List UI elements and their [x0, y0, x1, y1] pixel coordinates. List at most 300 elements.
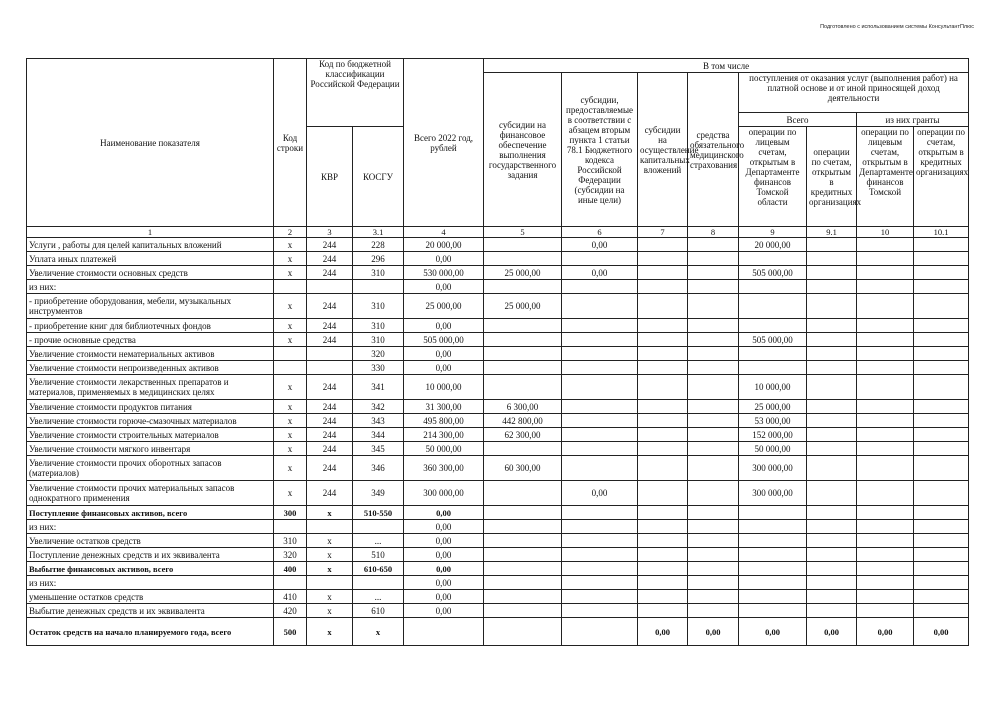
- row-ops-dept-grant: [857, 534, 914, 548]
- row-ops-dept: 10 000,00: [739, 375, 807, 400]
- row-subsidy-state: 6 300,00: [484, 400, 562, 414]
- row-subsidy-article: [562, 319, 638, 333]
- row-subsidy-state: [484, 562, 562, 576]
- row-ops-dept: [739, 280, 807, 294]
- row-subsidy-capital: [638, 252, 688, 266]
- row-ops-dept-grant: [857, 266, 914, 280]
- row-ops-credit-grant: [914, 347, 969, 361]
- row-subsidy-article: [562, 576, 638, 590]
- row-subsidy-article: [562, 442, 638, 456]
- column-number: 9.1: [807, 227, 857, 238]
- row-kosgu: [353, 576, 404, 590]
- row-subsidy-state: [484, 238, 562, 252]
- row-ops-credit: [807, 280, 857, 294]
- row-kvr: 244: [307, 428, 353, 442]
- row-subsidy-article: [562, 456, 638, 481]
- row-ops-credit: [807, 238, 857, 252]
- row-subsidy-article: [562, 590, 638, 604]
- row-ops-dept-grant: [857, 442, 914, 456]
- row-total: 25 000,00: [404, 294, 484, 319]
- row-code: 420: [274, 604, 307, 618]
- row-medical: [688, 506, 739, 520]
- row-subsidy-state: 62 300,00: [484, 428, 562, 442]
- row-kvr: x: [307, 562, 353, 576]
- row-subsidy-state: [484, 361, 562, 375]
- column-numbers-row: [27, 227, 969, 238]
- row-ops-dept: 0,00: [739, 618, 807, 646]
- row-ops-dept: [739, 604, 807, 618]
- row-name: Поступление денежных средств и их эквивалента: [27, 548, 274, 562]
- row-subsidy-state: 60 300,00: [484, 456, 562, 481]
- row-ops-credit-grant: [914, 442, 969, 456]
- row-ops-dept: 505 000,00: [739, 266, 807, 280]
- row-subsidy-capital: [638, 520, 688, 534]
- row-kosgu: 228: [353, 238, 404, 252]
- row-subsidy-article: [562, 347, 638, 361]
- column-number: 4: [404, 227, 484, 238]
- row-name: из них:: [27, 576, 274, 590]
- row-name: Увеличение стоимости непроизведенных активов: [27, 361, 274, 375]
- row-kvr: 244: [307, 400, 353, 414]
- table-row: [27, 548, 969, 562]
- row-subsidy-state: [484, 506, 562, 520]
- header-name: Наименование показателя: [27, 59, 274, 227]
- row-medical: [688, 428, 739, 442]
- header-subsidy-capital: субсидии на осуществление капитальных вложений: [638, 73, 688, 227]
- table-row: [27, 347, 969, 361]
- row-kosgu: 344: [353, 428, 404, 442]
- row-name: Поступление финансовых активов, всего: [27, 506, 274, 520]
- row-kvr: x: [307, 604, 353, 618]
- row-total: 0,00: [404, 604, 484, 618]
- row-ops-dept: [739, 576, 807, 590]
- row-kosgu: 296: [353, 252, 404, 266]
- row-name: Увеличение стоимости прочих оборотных запасов (материалов): [27, 456, 274, 481]
- row-ops-credit-grant: [914, 456, 969, 481]
- row-kvr: 244: [307, 414, 353, 428]
- row-subsidy-capital: [638, 280, 688, 294]
- row-ops-credit: [807, 534, 857, 548]
- row-ops-dept-grant: [857, 319, 914, 333]
- row-medical: [688, 347, 739, 361]
- row-total: 20 000,00: [404, 238, 484, 252]
- row-ops-credit-grant: [914, 520, 969, 534]
- row-medical: [688, 280, 739, 294]
- row-kvr: [307, 361, 353, 375]
- table-row: [27, 506, 969, 520]
- column-number: 6: [562, 227, 638, 238]
- row-kosgu: 310: [353, 319, 404, 333]
- row-subsidy-capital: [638, 347, 688, 361]
- row-ops-credit: [807, 347, 857, 361]
- column-number: 2: [274, 227, 307, 238]
- column-number: 7: [638, 227, 688, 238]
- row-name: Увеличение стоимости основных средств: [27, 266, 274, 280]
- row-ops-dept-grant: [857, 520, 914, 534]
- table-row: [27, 414, 969, 428]
- row-kosgu: 341: [353, 375, 404, 400]
- row-name: Услуги , работы для целей капитальных вложений: [27, 238, 274, 252]
- row-code: 310: [274, 534, 307, 548]
- row-code: x: [274, 319, 307, 333]
- row-medical: [688, 400, 739, 414]
- row-ops-dept-grant: [857, 400, 914, 414]
- table-row: [27, 534, 969, 548]
- row-ops-credit: [807, 604, 857, 618]
- row-subsidy-article: 0,00: [562, 481, 638, 506]
- row-total: 0,00: [404, 534, 484, 548]
- table-row: [27, 576, 969, 590]
- row-subsidy-state: [484, 319, 562, 333]
- row-code: 410: [274, 590, 307, 604]
- table-row: [27, 428, 969, 442]
- row-ops-dept-grant: [857, 252, 914, 266]
- row-kosgu: 310: [353, 266, 404, 280]
- row-subsidy-state: [484, 347, 562, 361]
- row-code: x: [274, 481, 307, 506]
- row-subsidy-state: [484, 590, 562, 604]
- row-subsidy-article: [562, 414, 638, 428]
- row-medical: [688, 266, 739, 280]
- row-ops-dept: [739, 294, 807, 319]
- row-ops-credit-grant: [914, 280, 969, 294]
- row-ops-dept-grant: [857, 428, 914, 442]
- column-number: 10.1: [914, 227, 969, 238]
- row-subsidy-state: 442 800,00: [484, 414, 562, 428]
- row-total: 505 000,00: [404, 333, 484, 347]
- row-subsidy-article: [562, 506, 638, 520]
- row-ops-credit: 0,00: [807, 618, 857, 646]
- row-code: x: [274, 375, 307, 400]
- row-code: x: [274, 252, 307, 266]
- header-subsidy-article: субсидии, предоставляемые в соответствии с абзацем вторым пункта 1 статьи 78.1 Бюджетного кодекса Российской Федерации (субсидии на иные цели): [562, 73, 638, 227]
- row-kosgu: ...: [353, 590, 404, 604]
- row-kvr: x: [307, 534, 353, 548]
- row-medical: [688, 414, 739, 428]
- column-number: 8: [688, 227, 739, 238]
- row-total: 0,00: [404, 361, 484, 375]
- row-code: x: [274, 428, 307, 442]
- row-ops-dept: 50 000,00: [739, 442, 807, 456]
- row-subsidy-state: [484, 252, 562, 266]
- header-ops-credit-grant: операции по счетам, открытым в кредитных организациях: [914, 127, 969, 227]
- header-ops-credit: операции по счетам, открытым в кредитных организациях: [807, 127, 857, 227]
- row-name: - приобретение оборудования, мебели, музыкальных инструментов: [27, 294, 274, 319]
- column-number: 3: [307, 227, 353, 238]
- row-ops-credit-grant: [914, 428, 969, 442]
- row-ops-credit: [807, 319, 857, 333]
- row-ops-credit: [807, 576, 857, 590]
- row-kvr: 244: [307, 319, 353, 333]
- row-medical: [688, 534, 739, 548]
- row-code: x: [274, 456, 307, 481]
- row-name: Остаток средств на начало планируемого года, всего: [27, 618, 274, 646]
- row-code: [274, 347, 307, 361]
- table-row: [27, 319, 969, 333]
- row-kosgu: x: [353, 618, 404, 646]
- row-total: 0,00: [404, 590, 484, 604]
- row-medical: [688, 252, 739, 266]
- row-ops-dept: [739, 534, 807, 548]
- row-total: 0,00: [404, 319, 484, 333]
- row-code: x: [274, 414, 307, 428]
- table-row: [27, 604, 969, 618]
- row-ops-dept: [739, 562, 807, 576]
- table-row: [27, 562, 969, 576]
- table-row: [27, 361, 969, 375]
- row-subsidy-capital: [638, 506, 688, 520]
- header-ops-dept-grant: операции по лицевым счетам, открытым в Департаменте финансов Томской: [857, 127, 914, 227]
- row-subsidy-article: [562, 604, 638, 618]
- row-total: 495 800,00: [404, 414, 484, 428]
- header-grants: из них гранты: [857, 113, 969, 127]
- row-name: Увеличение стоимости мягкого инвентаря: [27, 442, 274, 456]
- row-ops-dept-grant: [857, 347, 914, 361]
- row-total: 0,00: [404, 548, 484, 562]
- row-ops-credit: [807, 252, 857, 266]
- row-subsidy-capital: [638, 266, 688, 280]
- row-subsidy-state: [484, 280, 562, 294]
- row-kosgu: 610-650: [353, 562, 404, 576]
- row-code: 400: [274, 562, 307, 576]
- row-ops-credit: [807, 428, 857, 442]
- header-medical: средства обязательного медицинского страхования: [688, 73, 739, 227]
- row-ops-credit-grant: [914, 294, 969, 319]
- row-total: 10 000,00: [404, 375, 484, 400]
- row-kvr: 244: [307, 294, 353, 319]
- row-ops-dept-grant: [857, 604, 914, 618]
- financial-plan-table: [26, 58, 969, 646]
- row-kosgu: 310: [353, 333, 404, 347]
- row-total: 360 300,00: [404, 456, 484, 481]
- row-ops-dept-grant: 0,00: [857, 618, 914, 646]
- row-ops-dept: 20 000,00: [739, 238, 807, 252]
- row-total: 0,00: [404, 562, 484, 576]
- row-code: 300: [274, 506, 307, 520]
- row-ops-credit-grant: [914, 481, 969, 506]
- row-name: уменьшение остатков средств: [27, 590, 274, 604]
- row-subsidy-state: [484, 534, 562, 548]
- table-row: [27, 266, 969, 280]
- row-medical: [688, 238, 739, 252]
- row-kvr: 244: [307, 481, 353, 506]
- column-number: 10: [857, 227, 914, 238]
- table-row: [27, 442, 969, 456]
- row-subsidy-article: [562, 562, 638, 576]
- table-row: [27, 238, 969, 252]
- row-total: [404, 618, 484, 646]
- row-subsidy-article: [562, 333, 638, 347]
- row-name: из них:: [27, 280, 274, 294]
- row-kosgu: 342: [353, 400, 404, 414]
- row-ops-dept-grant: [857, 361, 914, 375]
- row-subsidy-state: [484, 375, 562, 400]
- row-kvr: [307, 280, 353, 294]
- row-kosgu: 330: [353, 361, 404, 375]
- row-kvr: x: [307, 590, 353, 604]
- row-ops-credit-grant: [914, 252, 969, 266]
- row-ops-credit: [807, 375, 857, 400]
- row-subsidy-article: [562, 400, 638, 414]
- row-subsidy-capital: [638, 375, 688, 400]
- row-kosgu: [353, 520, 404, 534]
- row-total: 31 300,00: [404, 400, 484, 414]
- table-row: [27, 294, 969, 319]
- row-code: 500: [274, 618, 307, 646]
- row-ops-dept: 53 000,00: [739, 414, 807, 428]
- row-ops-credit-grant: [914, 319, 969, 333]
- row-kvr: [307, 576, 353, 590]
- row-kvr: 244: [307, 266, 353, 280]
- row-kosgu: ...: [353, 534, 404, 548]
- table-row: [27, 333, 969, 347]
- row-kvr: [307, 520, 353, 534]
- row-ops-dept-grant: [857, 576, 914, 590]
- row-subsidy-state: [484, 333, 562, 347]
- row-subsidy-capital: [638, 481, 688, 506]
- row-kvr: 244: [307, 456, 353, 481]
- row-ops-credit: [807, 562, 857, 576]
- row-ops-dept-grant: [857, 481, 914, 506]
- row-subsidy-capital: [638, 442, 688, 456]
- row-name: Увеличение стоимости нематериальных активов: [27, 347, 274, 361]
- table-row: [27, 618, 969, 646]
- row-ops-dept: [739, 590, 807, 604]
- row-ops-dept: [739, 347, 807, 361]
- row-subsidy-capital: [638, 333, 688, 347]
- row-name: Увеличение стоимости лекарственных препаратов и материалов, применяемых в медицинских целях: [27, 375, 274, 400]
- row-name: Увеличение стоимости прочих материальных запасов однократного применения: [27, 481, 274, 506]
- row-kvr: x: [307, 618, 353, 646]
- row-ops-dept: 300 000,00: [739, 456, 807, 481]
- row-subsidy-capital: [638, 238, 688, 252]
- table-row: [27, 481, 969, 506]
- row-name: Уплата иных платежей: [27, 252, 274, 266]
- consultant-note: Подготовлено с использованием системы КонсультантПлюс: [820, 24, 974, 30]
- row-total: 300 000,00: [404, 481, 484, 506]
- table-row: [27, 520, 969, 534]
- row-subsidy-capital: 0,00: [638, 618, 688, 646]
- row-subsidy-article: [562, 534, 638, 548]
- row-subsidy-capital: [638, 534, 688, 548]
- header-code: Код строки: [274, 59, 307, 227]
- row-code: [274, 280, 307, 294]
- header-including: В том числе: [484, 59, 969, 73]
- row-ops-credit: [807, 361, 857, 375]
- row-kosgu: 349: [353, 481, 404, 506]
- row-ops-credit: [807, 481, 857, 506]
- row-ops-credit: [807, 506, 857, 520]
- row-ops-credit-grant: [914, 361, 969, 375]
- row-code: x: [274, 442, 307, 456]
- row-total: 0,00: [404, 252, 484, 266]
- row-subsidy-capital: [638, 428, 688, 442]
- row-subsidy-state: [484, 520, 562, 534]
- row-subsidy-article: [562, 428, 638, 442]
- row-ops-credit-grant: [914, 266, 969, 280]
- row-ops-dept-grant: [857, 238, 914, 252]
- row-ops-dept-grant: [857, 548, 914, 562]
- row-ops-credit-grant: [914, 506, 969, 520]
- row-ops-credit-grant: [914, 238, 969, 252]
- row-ops-credit-grant: [914, 576, 969, 590]
- row-medical: [688, 576, 739, 590]
- row-subsidy-capital: [638, 414, 688, 428]
- row-code: x: [274, 266, 307, 280]
- row-kosgu: 320: [353, 347, 404, 361]
- row-subsidy-article: [562, 548, 638, 562]
- row-ops-credit-grant: [914, 604, 969, 618]
- row-subsidy-capital: [638, 590, 688, 604]
- row-kvr: 244: [307, 238, 353, 252]
- row-ops-dept-grant: [857, 280, 914, 294]
- header-ops-dept: операции по лицевым счетам, открытым в Департаменте финансов Томской области: [739, 127, 807, 227]
- row-name: - прочие основные средства: [27, 333, 274, 347]
- header-kvr: КВР: [307, 127, 353, 227]
- row-kvr: 244: [307, 333, 353, 347]
- row-kosgu: 510: [353, 548, 404, 562]
- row-subsidy-capital: [638, 562, 688, 576]
- row-subsidy-capital: [638, 294, 688, 319]
- row-ops-credit: [807, 548, 857, 562]
- row-ops-credit: [807, 294, 857, 319]
- row-medical: [688, 520, 739, 534]
- row-medical: [688, 294, 739, 319]
- row-code: [274, 520, 307, 534]
- row-medical: [688, 548, 739, 562]
- row-ops-dept-grant: [857, 562, 914, 576]
- row-ops-dept: 152 000,00: [739, 428, 807, 442]
- row-ops-dept-grant: [857, 506, 914, 520]
- row-ops-credit-grant: [914, 375, 969, 400]
- row-subsidy-state: [484, 618, 562, 646]
- table-row: [27, 456, 969, 481]
- row-ops-credit-grant: 0,00: [914, 618, 969, 646]
- row-subsidy-article: [562, 280, 638, 294]
- row-total: 0,00: [404, 280, 484, 294]
- row-subsidy-state: 25 000,00: [484, 294, 562, 319]
- row-code: x: [274, 400, 307, 414]
- row-subsidy-article: [562, 375, 638, 400]
- row-ops-credit-grant: [914, 333, 969, 347]
- row-subsidy-state: [484, 548, 562, 562]
- column-number: 1: [27, 227, 274, 238]
- row-subsidy-article: [562, 294, 638, 319]
- row-ops-credit-grant: [914, 590, 969, 604]
- row-ops-credit: [807, 442, 857, 456]
- row-ops-dept: [739, 319, 807, 333]
- table-row: [27, 280, 969, 294]
- row-ops-credit: [807, 400, 857, 414]
- header-total: Всего 2022 год, рублей: [404, 59, 484, 227]
- row-total: 530 000,00: [404, 266, 484, 280]
- row-kvr: 244: [307, 252, 353, 266]
- row-name: - приобретение книг для библиотечных фондов: [27, 319, 274, 333]
- row-subsidy-capital: [638, 548, 688, 562]
- row-subsidy-capital: [638, 319, 688, 333]
- row-total: 50 000,00: [404, 442, 484, 456]
- row-kvr: 244: [307, 442, 353, 456]
- header-kosgu: КОСГУ: [353, 127, 404, 227]
- row-total: 0,00: [404, 347, 484, 361]
- table-row: [27, 400, 969, 414]
- row-subsidy-state: [484, 442, 562, 456]
- row-code: [274, 576, 307, 590]
- row-ops-dept-grant: [857, 414, 914, 428]
- row-name: Увеличение стоимости строительных материалов: [27, 428, 274, 442]
- row-ops-dept-grant: [857, 333, 914, 347]
- table-row: [27, 590, 969, 604]
